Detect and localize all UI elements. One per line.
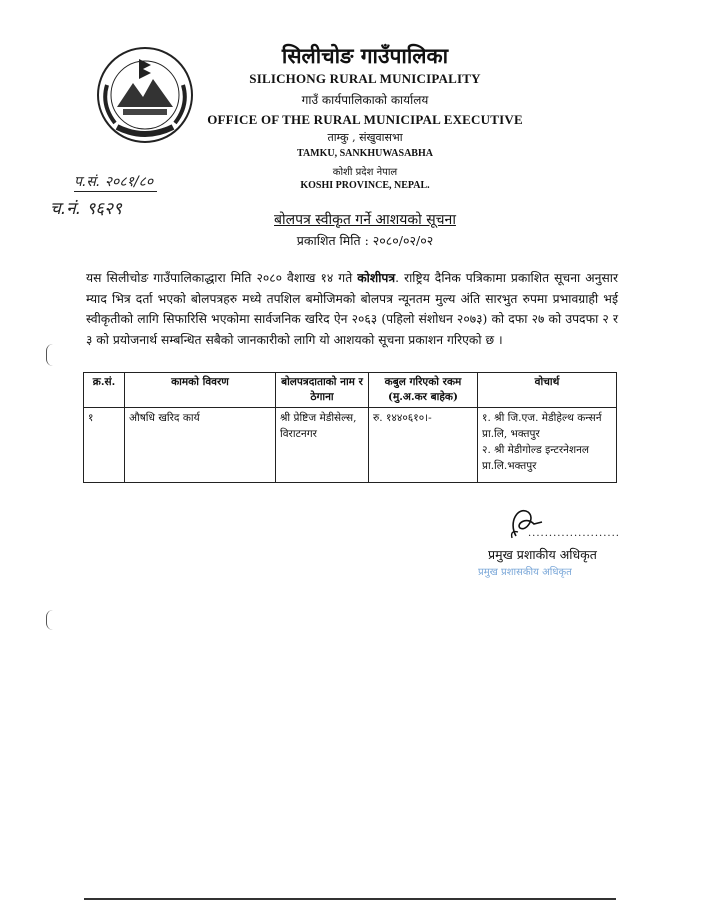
published-date: प्रकाशित मिति : २०८०/०२/०२ xyxy=(296,233,434,248)
office-name-np: गाउँ कार्यपालिकाको कार्यालय xyxy=(301,93,429,107)
bid-table xyxy=(83,372,617,483)
voucher-item-1: १. श्री जि.एज. मेडीहेल्थ कन्सर्न प्रा.लि, भक्तपुर xyxy=(482,412,602,440)
newspaper-name: कोशीपत्र xyxy=(357,270,396,285)
margin-mark xyxy=(46,610,53,630)
signatory-stamp: प्रमुख प्रशासकीय अधिकृत xyxy=(478,567,572,578)
header-amount: कबुल गरिएको रकम (मु.अ.कर बाहेक) xyxy=(369,373,478,408)
signatory-title: प्रमुख प्रशाकीय अधिकृत xyxy=(488,547,597,562)
header-work: कामको विवरण xyxy=(125,373,276,408)
handwritten-dispatch-number: च.नं. ९६२९ xyxy=(50,199,122,219)
notice-body xyxy=(86,268,618,350)
place-np: ताम्कु , संखुवासभा xyxy=(327,131,403,144)
province-np: कोशी प्रदेश नेपाल xyxy=(332,167,398,178)
bottom-rule xyxy=(84,898,616,900)
office-name-en: OFFICE OF THE RURAL MUNICIPAL EXECUTIVE xyxy=(207,112,523,127)
municipality-emblem-logo xyxy=(95,45,195,145)
margin-mark xyxy=(46,344,53,366)
header-sn: क्र.सं. xyxy=(84,373,125,408)
cell-sn: १ xyxy=(84,408,125,483)
province-en: KOSHI PROVINCE, NEPAL. xyxy=(300,180,430,191)
signature-dots: ...................... xyxy=(528,528,620,539)
handwritten-fiscal-year: प.सं. २०८१/८० xyxy=(74,172,157,192)
place-en: TAMKU, SANKHUWASABHA xyxy=(297,148,433,159)
header-voucher: वोचार्थ xyxy=(478,373,617,408)
notice-title: बोलपत्र स्वीकृत गर्ने आशयको सूचना xyxy=(274,212,456,228)
cell-voucher xyxy=(478,408,617,483)
municipality-name-en: SILICHONG RURAL MUNICIPALITY xyxy=(249,71,481,86)
cell-work: औषधि खरिद कार्य xyxy=(125,408,276,483)
body-part-1: यस सिलीचोङ गाउँपालिकाद्धारा मिति २०८० वैशाख १४ गते xyxy=(86,271,358,285)
municipality-name-np: सिलीचोङ गाउँपालिका xyxy=(281,43,449,68)
body-part-2: . राष्ट्रिय दैनिक पत्रिकामा प्रकाशित सूचना अनुसार म्याद भित्र दर्ता भएको बोलपत्रहरु मध्ये तपशिल बमोजिमको बोलपत्र न्यूनतम मुल्य अंति सारभुत रुपमा प्रभावग्राही भई स्वीकृतीको लागि सिफारिसि भएकोमा सार्वजनिक खरिद ऐन २०६३ (पहिलो संशोधन २०७३) को दफा २७ को उपदफा २ र ३ को प्रयोजनार्थ सम्बन्धित सबैको जानकारीको लागि यो आशयको सूचना प्रकाशन गरिएको छ । xyxy=(86,271,618,347)
header-bidder: बोलपत्रदाताको नाम र ठेगाना xyxy=(276,373,369,408)
cell-amount: रु. १४४०६१०।- xyxy=(369,408,478,483)
table-row xyxy=(84,408,617,483)
table-header-row xyxy=(84,373,617,408)
cell-bidder: श्री प्रेष्टिज मेडीसेल्स, विराटनगर xyxy=(276,408,369,483)
voucher-item-2: २. श्री मेडीगोल्ड इन्टरनेशनल प्रा.लि.भक्तपुर xyxy=(482,444,590,472)
